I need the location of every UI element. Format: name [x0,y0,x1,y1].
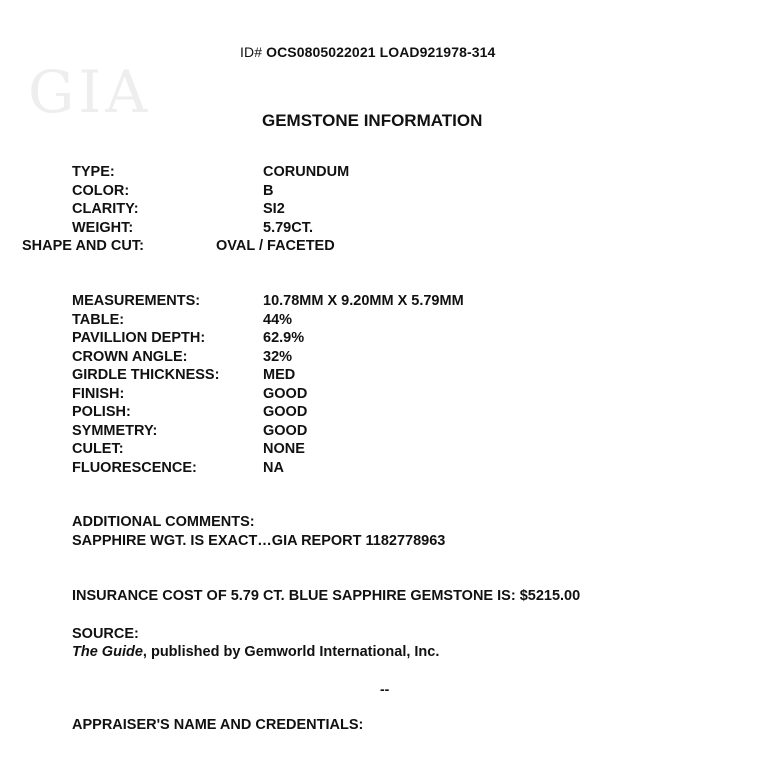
weight-value: 5.79CT. [263,219,313,236]
polish-value: GOOD [263,404,308,420]
source-label: SOURCE: [72,626,139,642]
fluorescence-value: NA [263,459,284,476]
comments-text: SAPPHIRE WGT. IS EXACT…GIA REPORT 1182778963 [72,533,446,549]
culet-label: CULET: [72,441,124,457]
girdle-thickness-value: MED [263,367,296,383]
clarity-label: CLARITY: [72,201,139,217]
type-label: TYPE: [72,164,115,180]
measurements-value: 10.78MM X 9.20MM X 5.79MM [263,293,464,309]
clarity-value: SI2 [263,201,285,217]
report-id-prefix: ID# [240,44,263,60]
insurance-cost: INSURANCE COST OF 5.79 CT. BLUE SAPPHIRE GEMSTONE IS: $5215.00 [72,588,581,604]
color-value: B [263,182,274,199]
culet-value: NONE [263,441,305,457]
source-title: The Guide [72,644,143,660]
symmetry-label: SYMMETRY: [72,422,158,439]
shape-cut-value: OVAL / FACETED [216,238,335,254]
separator: -- [380,681,390,697]
finish-label: FINISH: [72,385,125,402]
comments-label: ADDITIONAL COMMENTS: [72,514,255,530]
table-value: 44% [263,311,293,328]
polish-label: POLISH: [72,404,131,420]
measurements-label: MEASUREMENTS: [72,293,201,309]
weight-label: WEIGHT: [72,219,134,236]
finish-value: GOOD [263,385,308,402]
page-title: GEMSTONE INFORMATION [262,111,483,130]
fluorescence-label: FLUORESCENCE: [72,459,197,476]
report-id-value: OCS0805022021 LOAD921978-314 [266,44,496,60]
type-value: CORUNDUM [263,164,350,180]
crown-angle-value: 32% [263,348,293,365]
table-label: TABLE: [72,311,125,328]
girdle-thickness-label: GIRDLE THICKNESS: [72,367,220,383]
source-publisher: , published by Gemworld International, Inc. [142,644,440,660]
watermark-logo: GIA [28,58,152,126]
crown-angle-label: CROWN ANGLE: [72,348,188,365]
pavillion-depth-value: 62.9% [263,330,305,346]
source-citation [72,642,439,662]
pavillion-depth-label: PAVILLION DEPTH: [72,330,206,346]
appraiser-label: APPRAISER'S NAME AND CREDENTIALS: [72,717,364,733]
report-id [240,44,495,60]
symmetry-value: GOOD [263,422,308,439]
shape-cut-label: SHAPE AND CUT: [22,238,144,254]
color-label: COLOR: [72,182,130,199]
